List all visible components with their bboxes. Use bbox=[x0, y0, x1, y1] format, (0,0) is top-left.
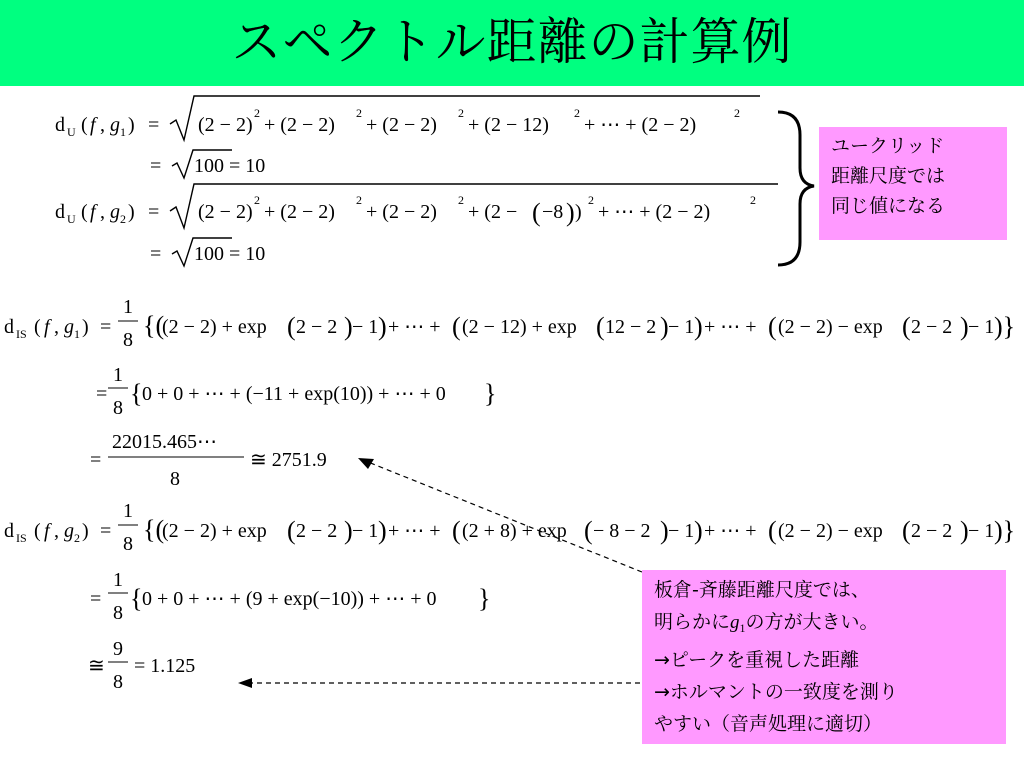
du-g1-result bbox=[150, 150, 265, 178]
svg-text:2 − 2: 2 − 2 bbox=[911, 316, 953, 338]
note-euclidean bbox=[819, 127, 1007, 240]
svg-text:U: U bbox=[67, 212, 76, 226]
svg-text:): ) bbox=[82, 316, 89, 338]
svg-text:2 − 2: 2 − 2 bbox=[296, 520, 338, 542]
svg-text:−8: −8 bbox=[542, 201, 564, 223]
svg-text:2: 2 bbox=[458, 106, 464, 120]
dis-g2-equation bbox=[4, 500, 1015, 555]
svg-text:8: 8 bbox=[113, 397, 123, 419]
svg-text:g: g bbox=[64, 520, 74, 542]
svg-text:): ) bbox=[344, 312, 353, 341]
svg-text:): ) bbox=[960, 312, 969, 341]
svg-text:d: d bbox=[4, 520, 14, 542]
dis-g2-step3 bbox=[88, 638, 195, 693]
svg-text:8: 8 bbox=[170, 468, 180, 490]
svg-text:): ) bbox=[566, 198, 575, 227]
svg-text:(: ( bbox=[584, 516, 593, 545]
svg-text:,: , bbox=[100, 201, 105, 223]
svg-text:=: = bbox=[90, 449, 102, 471]
svg-text:): ) bbox=[378, 312, 387, 341]
svg-text:+ ⋯ +: + ⋯ + bbox=[704, 520, 757, 542]
svg-text:2: 2 bbox=[120, 212, 126, 226]
svg-text:f: f bbox=[44, 316, 50, 338]
svg-text:=: = bbox=[100, 316, 112, 338]
svg-text:2: 2 bbox=[734, 106, 740, 120]
note-is-line-3: →ピークを重視した距離 bbox=[654, 649, 860, 671]
svg-text:− 1: − 1 bbox=[352, 520, 379, 542]
dis-g1-equation bbox=[4, 296, 1015, 351]
svg-text:2: 2 bbox=[750, 193, 756, 207]
svg-text:(2 + 8) + exp: (2 + 8) + exp bbox=[462, 520, 567, 542]
svg-text:=: = bbox=[150, 243, 162, 265]
svg-text:+ ⋯ +: + ⋯ + bbox=[388, 316, 441, 338]
svg-text:2: 2 bbox=[74, 531, 80, 545]
svg-text:d: d bbox=[55, 114, 65, 136]
svg-text:(2 − 2): (2 − 2) bbox=[198, 114, 253, 136]
svg-text:{(: {( bbox=[143, 311, 165, 340]
svg-text:2: 2 bbox=[254, 193, 260, 207]
svg-text:(: ( bbox=[768, 312, 777, 341]
svg-text:d: d bbox=[4, 316, 14, 338]
svg-text:): ) bbox=[660, 516, 669, 545]
svg-text:IS: IS bbox=[16, 327, 27, 341]
svg-text:g: g bbox=[110, 201, 120, 223]
note-is-line-2-pre: 明らかに bbox=[654, 611, 731, 633]
svg-text:+ (2 − 2): + (2 − 2) bbox=[264, 201, 335, 223]
svg-text:0 + 0 + ⋯ + (−11 + exp(10)) +: 0 + 0 + ⋯ + (−11 + exp(10)) + ⋯ + 0 bbox=[142, 383, 446, 405]
svg-text:12 − 2: 12 − 2 bbox=[605, 316, 657, 338]
note-euclidean-line-2: 距離尺度では bbox=[831, 165, 946, 187]
svg-text:=: = bbox=[90, 588, 102, 610]
dis-g1-step3 bbox=[90, 431, 327, 490]
svg-text:): ) bbox=[694, 312, 703, 341]
svg-text:1: 1 bbox=[120, 125, 126, 139]
svg-text:+ (2 − 2): + (2 − 2) bbox=[264, 114, 335, 136]
svg-text:100 = 10: 100 = 10 bbox=[194, 155, 266, 177]
note-is-var-sub: 1 bbox=[739, 621, 746, 635]
svg-text:≅ 2751.9: ≅ 2751.9 bbox=[250, 449, 327, 471]
svg-text:g: g bbox=[110, 114, 120, 136]
svg-text:2: 2 bbox=[254, 106, 260, 120]
svg-text:): ) bbox=[694, 516, 703, 545]
svg-text:1: 1 bbox=[123, 500, 133, 522]
svg-text:=: = bbox=[100, 520, 112, 542]
svg-text:): ) bbox=[128, 114, 135, 136]
svg-text:): ) bbox=[82, 520, 89, 542]
svg-text:− 1: − 1 bbox=[968, 316, 995, 338]
svg-text:− 1: − 1 bbox=[352, 316, 379, 338]
svg-text:(: ( bbox=[34, 316, 41, 338]
svg-text:,: , bbox=[54, 316, 59, 338]
svg-text:2: 2 bbox=[574, 106, 580, 120]
svg-text:− 1: − 1 bbox=[968, 520, 995, 542]
svg-text:2: 2 bbox=[356, 193, 362, 207]
svg-text:(: ( bbox=[768, 516, 777, 545]
svg-text:(: ( bbox=[287, 516, 296, 545]
svg-text:): ) bbox=[660, 312, 669, 341]
note-is-line-4: →ホルマントの一致度を測り bbox=[654, 681, 898, 703]
dis-g2-step2 bbox=[90, 569, 490, 624]
svg-text:g: g bbox=[64, 316, 74, 338]
svg-text:(: ( bbox=[452, 516, 461, 545]
page-title: スペクトル距離の計算例 bbox=[231, 13, 793, 71]
svg-text:8: 8 bbox=[113, 602, 123, 624]
svg-text:{: { bbox=[130, 584, 143, 613]
svg-text:(: ( bbox=[81, 201, 88, 223]
svg-text:(2 − 2) + exp: (2 − 2) + exp bbox=[162, 316, 267, 338]
svg-text:(: ( bbox=[532, 198, 541, 227]
svg-text:0 + 0 + ⋯ + (9 + exp(−10)) + ⋯: 0 + 0 + ⋯ + (9 + exp(−10)) + ⋯ + 0 bbox=[142, 588, 437, 610]
svg-text:22015.465⋯: 22015.465⋯ bbox=[112, 431, 217, 453]
svg-text:2: 2 bbox=[588, 193, 594, 207]
svg-text:+ ⋯ + (2 − 2): + ⋯ + (2 − 2) bbox=[584, 114, 697, 136]
svg-text:+ (2 −: + (2 − bbox=[468, 201, 518, 223]
dashed-arrow-upper bbox=[358, 458, 642, 572]
svg-text:)}: )} bbox=[994, 312, 1016, 341]
svg-text:,: , bbox=[54, 520, 59, 542]
svg-text:2 − 2: 2 − 2 bbox=[911, 520, 953, 542]
svg-text:2: 2 bbox=[458, 193, 464, 207]
svg-text:=: = bbox=[148, 114, 160, 136]
svg-text:): ) bbox=[128, 201, 135, 223]
svg-text:1: 1 bbox=[74, 327, 80, 341]
svg-text:(: ( bbox=[287, 312, 296, 341]
du-g2-equation bbox=[55, 184, 778, 228]
svg-text:1: 1 bbox=[123, 296, 133, 318]
svg-text:)}: )} bbox=[994, 516, 1016, 545]
svg-text:{(: {( bbox=[143, 515, 165, 544]
note-is-line-2-post: の方が大きい。 bbox=[745, 611, 879, 633]
curly-brace bbox=[778, 112, 814, 265]
svg-text:(: ( bbox=[452, 312, 461, 341]
note-is-var-g: g bbox=[730, 612, 740, 633]
svg-text:f: f bbox=[90, 201, 96, 223]
svg-text:f: f bbox=[44, 520, 50, 542]
svg-text:IS: IS bbox=[16, 531, 27, 545]
du-g2-result bbox=[150, 238, 265, 266]
svg-text:(2 − 2): (2 − 2) bbox=[198, 201, 253, 223]
svg-text:(: ( bbox=[596, 312, 605, 341]
svg-text:+ ⋯ + (2 − 2): + ⋯ + (2 − 2) bbox=[598, 201, 711, 223]
svg-text:(2 − 2) − exp: (2 − 2) − exp bbox=[778, 316, 883, 338]
du-g1-equation bbox=[55, 96, 760, 140]
svg-text:8: 8 bbox=[123, 533, 133, 555]
svg-text:− 1: − 1 bbox=[668, 520, 695, 542]
svg-text:): ) bbox=[378, 516, 387, 545]
svg-text:U: U bbox=[67, 125, 76, 139]
svg-text:=: = bbox=[96, 383, 108, 405]
dis-g1-step2 bbox=[96, 364, 496, 419]
svg-text:}: } bbox=[478, 584, 491, 613]
svg-text:(2 − 12) + exp: (2 − 12) + exp bbox=[462, 316, 577, 338]
svg-text:2 − 2: 2 − 2 bbox=[296, 316, 338, 338]
svg-text:f: f bbox=[90, 114, 96, 136]
dashed-arrow-lower bbox=[238, 678, 640, 688]
note-is-line-1: 板倉-斉藤距離尺度では、 bbox=[654, 579, 870, 601]
svg-text:2: 2 bbox=[356, 106, 362, 120]
svg-text:,: , bbox=[100, 114, 105, 136]
svg-text:}: } bbox=[484, 379, 497, 408]
svg-text:100 = 10: 100 = 10 bbox=[194, 243, 266, 265]
svg-text:− 8 − 2: − 8 − 2 bbox=[593, 520, 651, 542]
svg-text:+ ⋯ +: + ⋯ + bbox=[704, 316, 757, 338]
svg-text:+ (2 − 2): + (2 − 2) bbox=[366, 114, 437, 136]
svg-text:9: 9 bbox=[113, 638, 123, 660]
note-is-line-2 bbox=[654, 606, 998, 644]
svg-text:≅: ≅ bbox=[88, 655, 105, 677]
svg-text:+ (2 − 12): + (2 − 12) bbox=[468, 114, 549, 136]
svg-text:): ) bbox=[960, 516, 969, 545]
svg-text:(2 − 2) + exp: (2 − 2) + exp bbox=[162, 520, 267, 542]
svg-text:− 1: − 1 bbox=[668, 316, 695, 338]
svg-text:): ) bbox=[344, 516, 353, 545]
svg-text:1: 1 bbox=[113, 364, 123, 386]
note-is-line-5: やすい（音声処理に適切） bbox=[654, 713, 883, 735]
svg-text:{: { bbox=[130, 379, 143, 408]
note-euclidean-line-3: 同じ値になる bbox=[831, 195, 946, 217]
svg-text:8: 8 bbox=[123, 329, 133, 351]
svg-text:=: = bbox=[148, 201, 160, 223]
svg-text:): ) bbox=[575, 201, 582, 223]
svg-text:1: 1 bbox=[113, 569, 123, 591]
svg-text:(: ( bbox=[902, 516, 911, 545]
svg-text:(: ( bbox=[902, 312, 911, 341]
svg-text:d: d bbox=[55, 201, 65, 223]
svg-text:= 1.125: = 1.125 bbox=[134, 655, 196, 677]
svg-text:(: ( bbox=[34, 520, 41, 542]
svg-text:8: 8 bbox=[113, 671, 123, 693]
svg-text:+ ⋯ +: + ⋯ + bbox=[388, 520, 441, 542]
svg-text:=: = bbox=[150, 155, 162, 177]
svg-text:+ (2 − 2): + (2 − 2) bbox=[366, 201, 437, 223]
svg-text:(: ( bbox=[81, 114, 88, 136]
note-euclidean-line-1: ユークリッド bbox=[831, 135, 945, 157]
note-itakura-saito bbox=[642, 570, 1006, 744]
svg-text:(2 − 2) − exp: (2 − 2) − exp bbox=[778, 520, 883, 542]
